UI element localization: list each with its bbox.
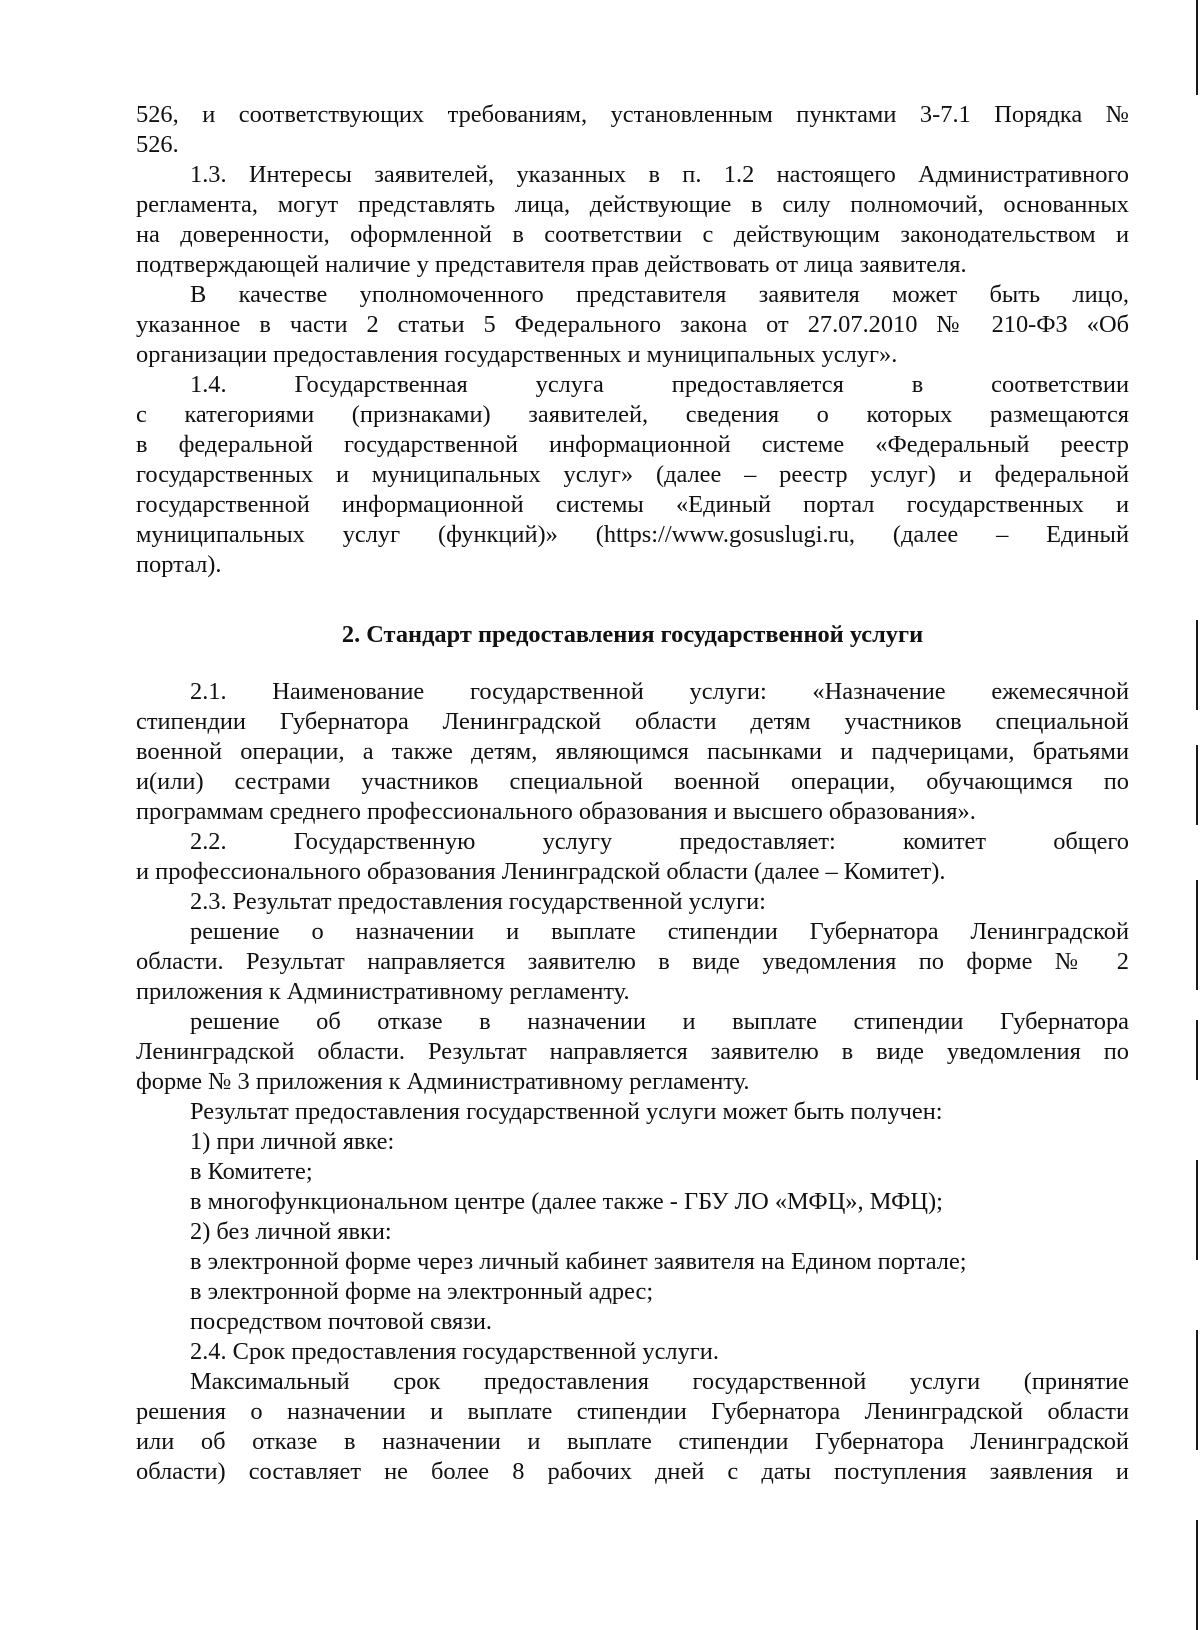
text-line: Результат предоставления государственной услуги может быть получен: — [190, 1098, 943, 1125]
text-line: 2.1. Наименование государственной услуги: «Назначение ежемесячной — [190, 678, 1129, 705]
text-line: посредством почтовой связи. — [190, 1308, 493, 1335]
text-line: 1.3. Интересы заявителей, указанных в п. 1.2 настоящего Административного — [190, 161, 1129, 188]
text-line: 526. — [136, 131, 179, 158]
text-block-section-2 — [136, 677, 1129, 1487]
text-line: области) составляет не более 8 рабочих дней с даты поступления заявления и — [136, 1458, 1129, 1485]
text-line: стипендии Губернатора Ленинградской области детям участников специальной — [136, 708, 1129, 735]
text-line: области. Результат направляется заявителю в виде уведомления по форме № 2 — [136, 948, 1129, 975]
text-line: и(или) сестрами участников специальной военной операции, обучающимся по — [136, 768, 1129, 795]
scan-edge-mark — [1196, 620, 1198, 710]
text-line: Максимальный срок предоставления государственной услуги (принятие — [190, 1368, 1129, 1395]
text-line: с категориями (признаками) заявителей, сведения о которых размещаются — [136, 401, 1129, 428]
text-line: государственных и муниципальных услуг» (далее – реестр услуг) и федеральной — [136, 461, 1129, 488]
text-line: В качестве уполномоченного представителя заявителя может быть лицо, — [190, 281, 1129, 308]
text-line: 2.3. Результат предоставления государственной услуги: — [190, 888, 766, 915]
text-line: и профессионального образования Ленинградской области (далее – Комитет). — [136, 858, 946, 885]
text-line: в многофункциональном центре (далее также - ГБУ ЛО «МФЦ», МФЦ); — [190, 1188, 943, 1215]
text-line: 1.4. Государственная услуга предоставляется в соответствии — [190, 371, 1129, 398]
text-line: в электронной форме на электронный адрес; — [190, 1278, 654, 1305]
text-line: в федеральной государственной информационной системе «Федеральный реестр — [136, 431, 1129, 458]
text-line: 2.4. Срок предоставления государственной услуги. — [190, 1338, 719, 1365]
scan-edge-mark — [1196, 0, 1198, 95]
text-line: решение об отказе в назначении и выплате стипендии Губернатора — [190, 1008, 1129, 1035]
text-line: решение о назначении и выплате стипендии Губернатора Ленинградской — [190, 918, 1129, 945]
scan-edge-mark — [1196, 1020, 1198, 1080]
text-line: форме № 3 приложения к Административному регламенту. — [136, 1068, 750, 1095]
text-line: или об отказе в назначении и выплате стипендии Губернатора Ленинградской — [136, 1428, 1129, 1455]
text-line: на доверенности, оформленной в соответствии с действующим законодательством и — [136, 221, 1129, 248]
text-line: 2) без личной явки: — [190, 1218, 392, 1245]
scan-edge-mark — [1196, 1160, 1198, 1260]
text-line: 2.2. Государственную услугу предоставляет: комитет общего — [190, 828, 1129, 855]
text-line: организации предоставления государственных и муниципальных услуг». — [136, 341, 898, 368]
scan-edge-mark — [1196, 1520, 1198, 1630]
text-line: в Комитете; — [190, 1158, 313, 1185]
text-line: приложения к Административному регламенту. — [136, 978, 630, 1005]
text-block-section-1 — [136, 100, 1129, 580]
text-line: 1) при личной явке: — [190, 1128, 395, 1155]
section-heading: 2. Стандарт предоставления государственной услуги — [341, 621, 924, 648]
text-line: программам среднего профессионального образования и высшего образования». — [136, 798, 976, 825]
text-line: портал). — [136, 551, 222, 578]
text-line: государственной информационной системы «Единый портал государственных и — [136, 491, 1129, 518]
text-line: Ленинградской области. Результат направляется заявителю в виде уведомления по — [136, 1038, 1129, 1065]
text-line: регламента, могут представлять лица, действующие в силу полномочий, основанных — [136, 191, 1129, 218]
text-line: муниципальных услуг (функций)» (https://www.gosuslugi.ru, (далее – Единый — [136, 521, 1129, 548]
text-line: решения о назначении и выплате стипендии Губернатора Ленинградской области — [136, 1398, 1129, 1425]
text-line: военной операции, а также детям, являющимся пасынками и падчерицами, братьями — [136, 738, 1129, 765]
scan-edge-mark — [1196, 880, 1198, 990]
text-line: 526, и соответствующих требованиям, установленным пунктами 3-7.1 Порядка № — [136, 101, 1129, 128]
text-line: подтверждающей наличие у представителя прав действовать от лица заявителя. — [136, 251, 967, 278]
scan-edge-mark — [1196, 745, 1198, 825]
text-line: в электронной форме через личный кабинет заявителя на Едином портале; — [190, 1248, 967, 1275]
text-line: указанное в части 2 статьи 5 Федерального закона от 27.07.2010 № 210-ФЗ «Об — [136, 311, 1129, 338]
scan-edge-mark — [1196, 1330, 1198, 1450]
